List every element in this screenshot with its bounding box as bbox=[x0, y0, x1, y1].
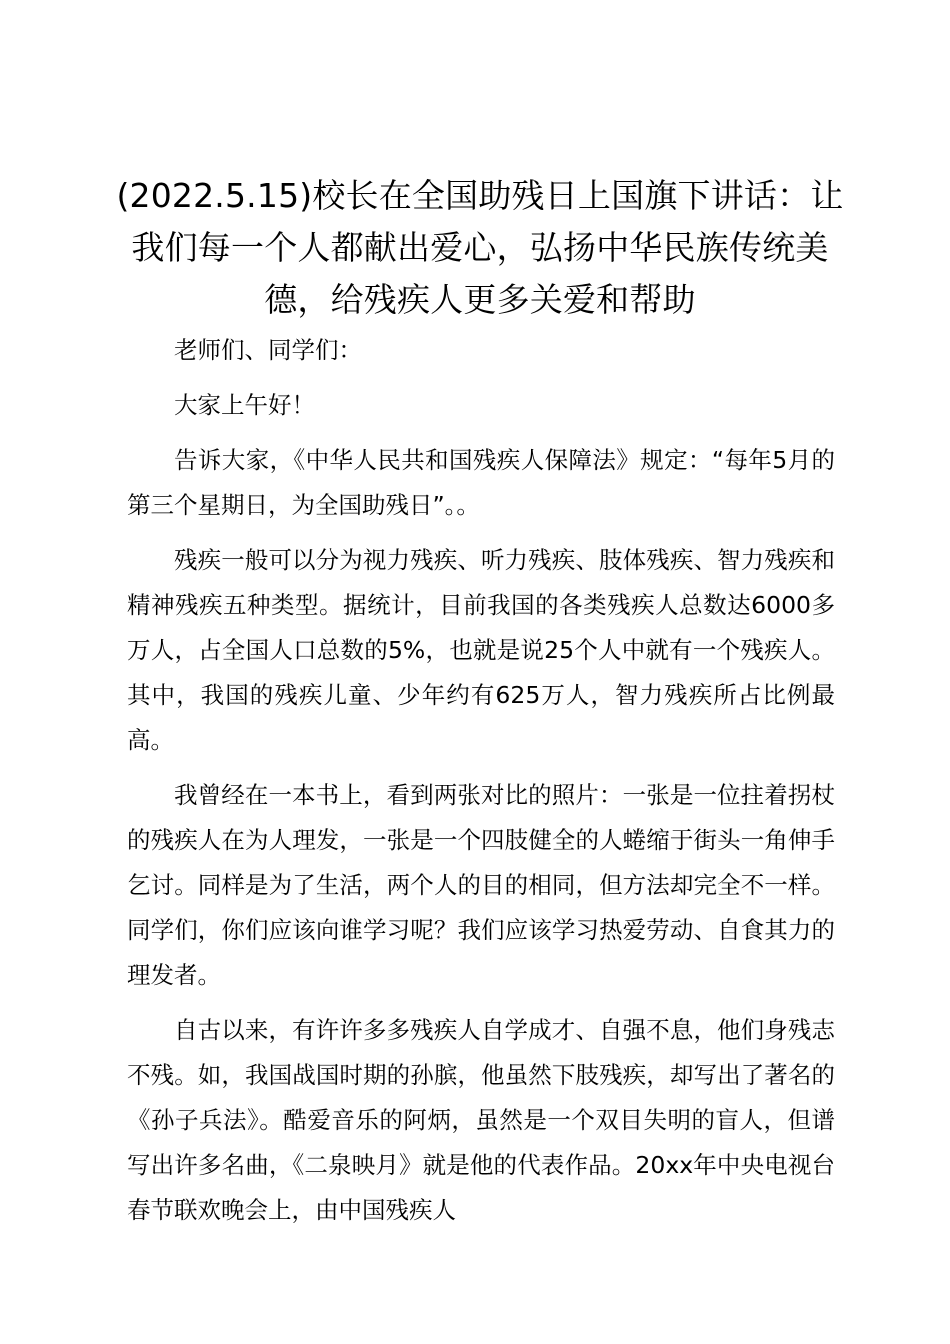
document-title: (2022.5.15)校长在全国助残日上国旗下讲话：让我们每一个人都献出爱心，弘扬中华民族传统美德，给残疾人更多关爱和帮助 bbox=[116, 176, 844, 319]
greeting-paragraph: 大家上午好！ bbox=[174, 391, 315, 419]
photo-story-paragraph: 我曾经在一本书上，看到两张对比的照片：一张是一位拄着拐杖的残疾人在为人理发，一张是一个四肢健全的人蜷缩于街头一角伸手乞讨。同样是为了生活，两个人的目的相同，但方法却完全不一样。同学们，你们应该向谁学习呢？我们应该学习热爱劳动、自食其力的理发者。 bbox=[127, 781, 835, 989]
law-paragraph: 告诉大家，《中华人民共和国残疾人保障法》规定：“每年5月的第三个星期日，为全国助残日”。。 bbox=[127, 446, 835, 519]
statistics-paragraph: 残疾一般可以分为视力残疾、听力残疾、肢体残疾、智力残疾和精神残疾五种类型。据统计，目前我国的各类残疾人总数达6000多万人，占全国人口总数的5%，也就是说25个人中就有一个残疾人。其中，我国的残疾儿童、少年约有625万人，智力残疾所占比例最高。 bbox=[127, 546, 835, 754]
document-body bbox=[127, 328, 835, 1243]
history-paragraph: 自古以来，有许许多多残疾人自学成才、自强不息，他们身残志不残。如，我国战国时期的孙膑，他虽然下肢残疾，却写出了著名的《孙子兵法》。酷爱音乐的阿炳，虽然是一个双目失明的盲人，但谱写出许多名曲，《二泉映月》就是他的代表作品。20xx年中央电视台春节联欢晚会上，由中国残疾人 bbox=[127, 1016, 835, 1224]
salutation-paragraph: 老师们、同学们： bbox=[174, 336, 362, 364]
